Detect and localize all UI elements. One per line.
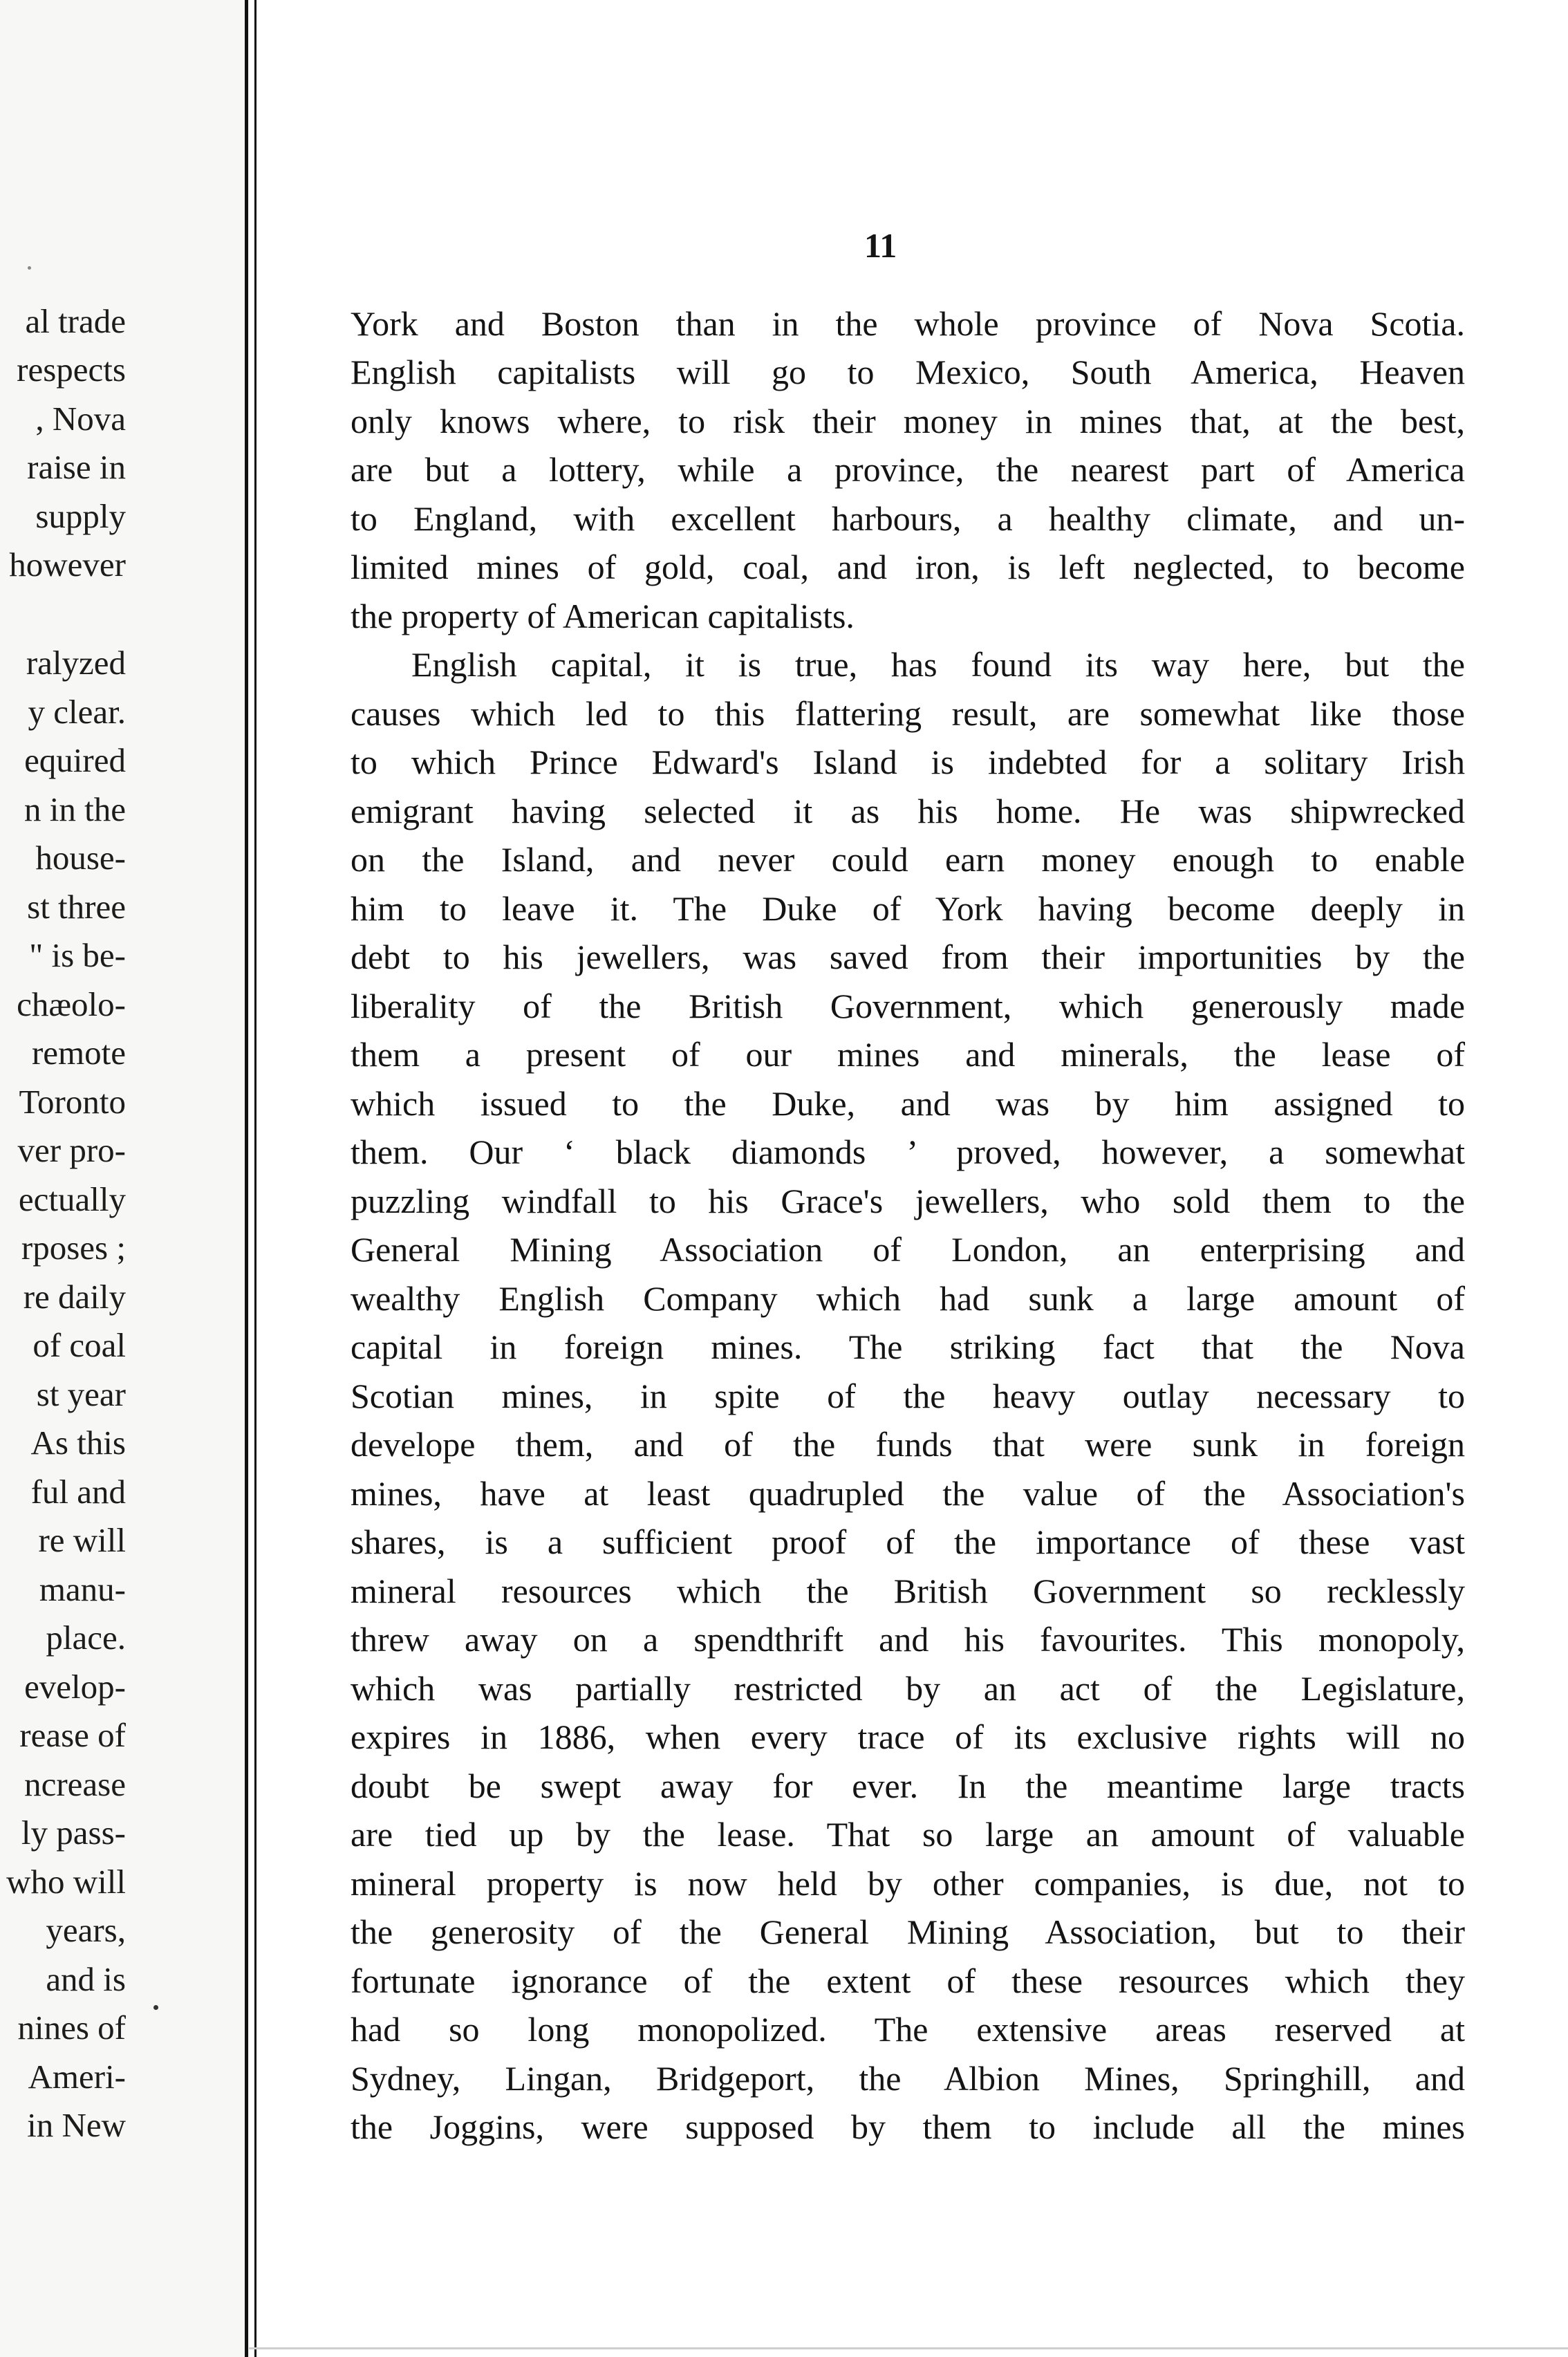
text-line: English capitalists will go to Mexico, South America, Heaven [351,353,1465,391]
facing-page-line: equired [24,741,126,779]
text-line: wealthy English Company which had sunk a large amount of [351,1279,1465,1318]
facing-page-line: supply [35,497,126,535]
stray-ink-dot [153,2005,158,2010]
text-line: are but a lottery, while a province, the nearest part of America [351,450,1465,489]
facing-page-line: ralyzed [26,644,126,682]
facing-page-line: rposes ; [21,1229,126,1267]
facing-page-line: respects [17,351,126,389]
text-line: mineral property is now held by other companies, is due, not to [351,1864,1465,1903]
facing-page-line: ncrease [24,1765,126,1803]
facing-page-line: who will [6,1863,126,1901]
facing-page-line: raise in [27,448,126,486]
text-line: capital in foreign mines. The striking fact that the Nova [351,1327,1465,1366]
text-line: limited mines of gold, coal, and iron, is left neglected, to become [351,548,1465,586]
text-line: mines, have at least quadrupled the value of the Association's [351,1474,1465,1513]
text-line: had so long monopolized. The extensive areas reserved at [351,2010,1465,2049]
text-line: them. Our ‘ black diamonds ’ proved, however, a somewhat [351,1133,1465,1171]
gutter-shadow [245,0,248,2357]
text-line: develope them, and of the funds that were sunk in foreign [351,1425,1465,1464]
facing-page-line: and is [46,1960,126,1998]
facing-page-line: ectually [18,1180,126,1218]
facing-page-line: ly pass- [21,1814,126,1852]
text-line: liberality of the British Government, which generously made [351,987,1465,1025]
text-line: to which Prince Edward's Island is indebted for a solitary Irish [351,743,1465,781]
facing-page-line: y clear. [28,693,126,731]
facing-page-line: ful and [30,1473,126,1511]
facing-page-line: As this [30,1424,126,1462]
page-bottom-edge [249,2347,1568,2349]
facing-page-line: re daily [23,1278,126,1316]
facing-page-line: evelop- [24,1668,126,1706]
page-number: 11 [864,226,897,265]
text-line: fortunate ignorance of the extent of these resources which they [351,1962,1465,2000]
text-line: mineral resources which the British Government so recklessly [351,1572,1465,1610]
facing-page-line: Toronto [19,1083,126,1121]
text-line: which issued to the Duke, and was by him assigned to [351,1084,1465,1123]
text-line: debt to his jewellers, was saved from their importunities by the [351,938,1465,976]
facing-page-line: al trade [25,302,126,340]
text-line: Sydney, Lingan, Bridgeport, the Albion Mines, Springhill, and [351,2059,1465,2098]
text-line: them a present of our mines and minerals, the lease of [351,1035,1465,1074]
text-line: on the Island, and never could earn money enough to enable [351,840,1465,879]
facing-page-line: nines of [17,2009,126,2047]
facing-page-line: Ameri- [28,2058,126,2096]
facing-page-line: rease of [19,1716,126,1754]
facing-page-line: manu- [39,1570,126,1608]
facing-page-line: st year [36,1375,126,1413]
text-line: York and Boston than in the whole province of Nova Scotia. [351,304,1465,343]
text-line: the generosity of the General Mining Association, but to their [351,1912,1465,1951]
facing-page-line: n in the [24,790,126,828]
facing-page-line: st three [27,888,126,926]
text-line: doubt be swept away for ever. In the meantime large tracts [351,1767,1465,1805]
text-line: are tied up by the lease. That so large an amount of valuable [351,1815,1465,1854]
facing-page [0,0,249,2357]
text-line: the property of American capitalists. [351,597,855,635]
text-line: the Joggins, were supposed by them to include all the mines [351,2107,1465,2146]
facing-page-line: " is be- [29,936,126,974]
text-line: only knows where, to risk their money in mines that, at the best, [351,402,1465,440]
facing-page-line: in New [27,2106,126,2144]
text-line: shares, is a sufficient proof of the importance of these vast [351,1522,1465,1561]
facing-page-line: ver pro- [17,1131,126,1169]
text-line: English capital, it is true, has found its way here, but the [411,645,1465,684]
text-line: him to leave it. The Duke of York having become deeply in [351,889,1465,928]
stray-ink-dot [28,266,31,270]
facing-page-line: years, [46,1911,126,1949]
text-line: expires in 1886, when every trace of its exclusive rights will no [351,1717,1465,1756]
text-line: emigrant having selected it as his home. He was shipwrecked [351,792,1465,830]
gutter-shadow [254,0,256,2357]
facing-page-line: place. [46,1619,126,1657]
facing-page-line: however [9,546,126,584]
text-line: causes which led to this flattering result, are somewhat like those [351,694,1465,733]
facing-page-line: of coal [32,1326,126,1364]
facing-page-line: , Nova [35,400,126,438]
text-line: puzzling windfall to his Grace's jewellers, who sold them to the [351,1182,1465,1220]
facing-page-line: remote [31,1034,126,1072]
text-line: which was partially restricted by an act of the Legislature, [351,1669,1465,1708]
facing-page-line: house- [35,839,126,877]
facing-page-line: chæolo- [17,985,126,1023]
text-line: threw away on a spendthrift and his favourites. This monopoly, [351,1620,1465,1659]
text-line: Scotian mines, in spite of the heavy outlay necessary to [351,1377,1465,1415]
text-line: to England, with excellent harbours, a healthy climate, and un- [351,499,1465,538]
text-line: General Mining Association of London, an enterprising and [351,1230,1465,1269]
facing-page-line: re will [38,1521,126,1559]
